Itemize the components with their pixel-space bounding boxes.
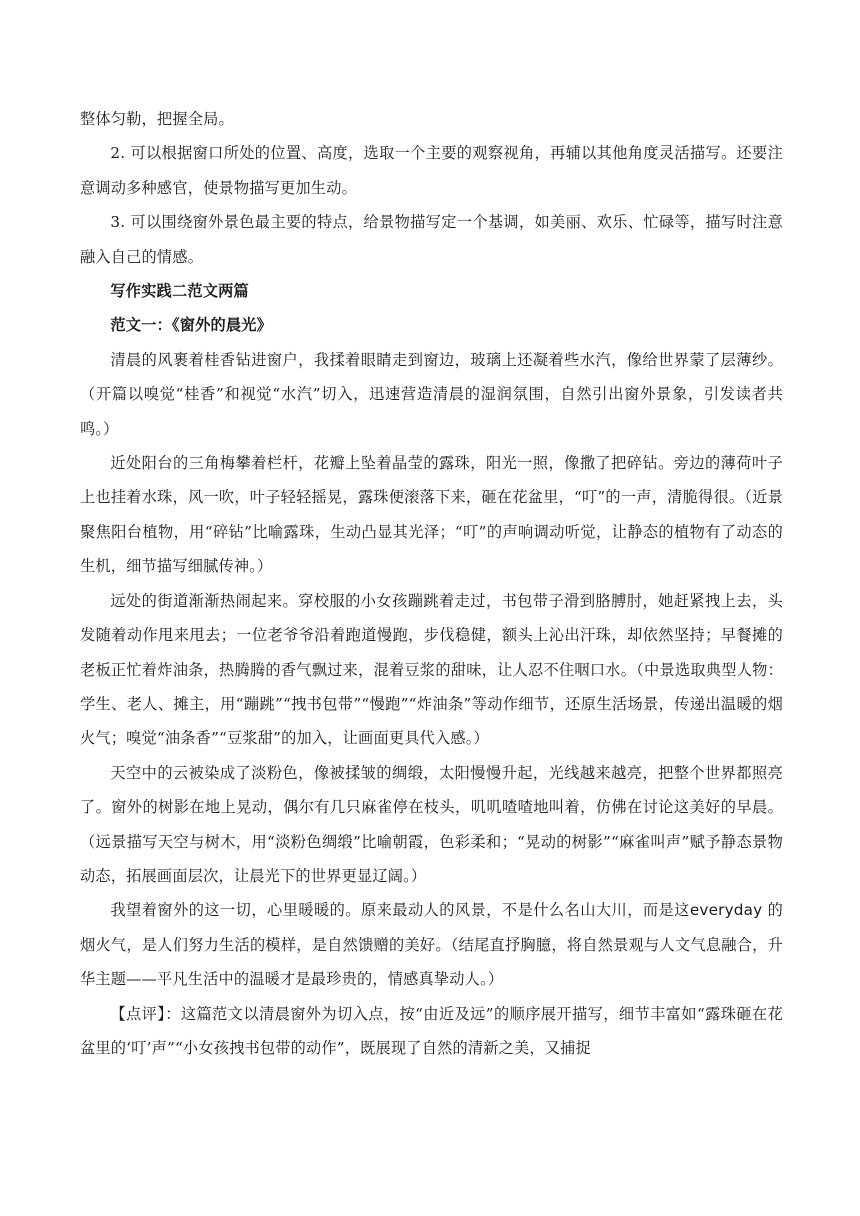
paragraph-continuation: 整体匀勒，把握全局。: [80, 110, 234, 128]
essay-paragraph-4: 天空中的云被染成了淡粉色，像被揉皱的绸缎，太阳慢慢升起，光线越来越亮，把整个世界都照亮了。窗外的树影在地上晃动，偶尔有几只麻雀停在枝头，叽叽喳喳地叫着，仿佛在讨论这美好的早晨。（远景描写天空与树木，用“淡粉色绸缎”比喻朝霞，色彩柔和；“晃动的树影”“麻雀叫声”赋予静态景物动态，拓展画面层次，让晨光下的世界更显辽阔。）: [80, 763, 783, 885]
essay-paragraph-5-latin: everyday: [689, 901, 763, 920]
tip-3: 3. 可以围绕窗外景色最主要的特点，给景物描写定一个基调，如美丽、欢乐、忙碌等，描写时注意融入自己的情感。: [80, 213, 783, 266]
tip-2: 2. 可以根据窗口所处的位置、高度，选取一个主要的观察视角，再辅以其他角度灵活描写。还要注意调动多种感官，使景物描写更加生动。: [80, 144, 783, 197]
commentary-label: 【点评】: [110, 1004, 166, 1023]
essay-paragraph-5-text-a: 我望着窗外的这一切，心里暖暖的。原来最动人的风景，不是什么名山大川，而是这: [110, 901, 690, 920]
section-heading: 写作实践二范文两篇: [110, 282, 249, 301]
commentary-text: ：这篇范文以清晨窗外为切入点，按“由近及远”的顺序展开描写，细节丰富如“露珠砸在花盆里的‘叮’声”“小女孩拽书包带的动作”，既展现了自然的清新之美，又捕捉: [80, 1004, 784, 1057]
essay-paragraph-5-text-c: 的烟火气，是人们努力生活的模样，是自然馈赠的美好。（结尾直抒胸臆，将自然景观与人文气息融合，升华主题——平凡生活中的温暖才是最珍贵的，情感真挚动人。）: [80, 901, 784, 989]
essay-paragraph-1: 清晨的风裹着桂香钻进窗户，我揉着眼睛走到窗边，玻璃上还凝着些水汽，像给世界蒙了层薄纱。（开篇以嗅觉“桂香”和视觉“水汽”切入，迅速营造清晨的湿润氛围，自然引出窗外景象，引发读者共鸣。）: [80, 350, 783, 438]
essay-paragraph-2: 近处阳台的三角梅攀着栏杆，花瓣上坠着晶莹的露珠，阳光一照，像撒了把碎钻。旁边的薄荷叶子上也挂着水珠，风一吹，叶子轻轻摇晃，露珠便滚落下来，砸在花盆里，“叮”的一声，清脆得很。（近景聚焦阳台植物，用“碎钻”比喻露珠，生动凸显其光泽；“叮”的声响调动听觉，让静态的植物有了动态的生机，细节描写细腻传神。）: [80, 454, 783, 576]
essay-title: 范文一：《窗外的晨光》: [110, 316, 273, 335]
document-body: [80, 102, 783, 1065]
essay-paragraph-3: 远处的街道渐渐热闹起来。穿校服的小女孩蹦跳着走过，书包带子滑到胳膊肘，她赶紧拽上去，头发随着动作甩来甩去；一位老爷爷沿着跑道慢跑，步伐稳健，额头上沁出汗珠，却依然坚持；早餐摊的老板正忙着炸油条，热腾腾的香气飘过来，混着豆浆的甜味，让人忍不住咽口水。（中景选取典型人物：学生、老人、摊主，用“蹦跳”“拽书包带”“慢跑”“炸油条”等动作细节，还原生活场景，传递出温暖的烟火气；嗅觉“油条香”“豆浆甜”的加入，让画面更具代入感。）: [80, 591, 783, 748]
essay-paragraph-5: [80, 893, 783, 996]
commentary-paragraph: [80, 997, 783, 1066]
